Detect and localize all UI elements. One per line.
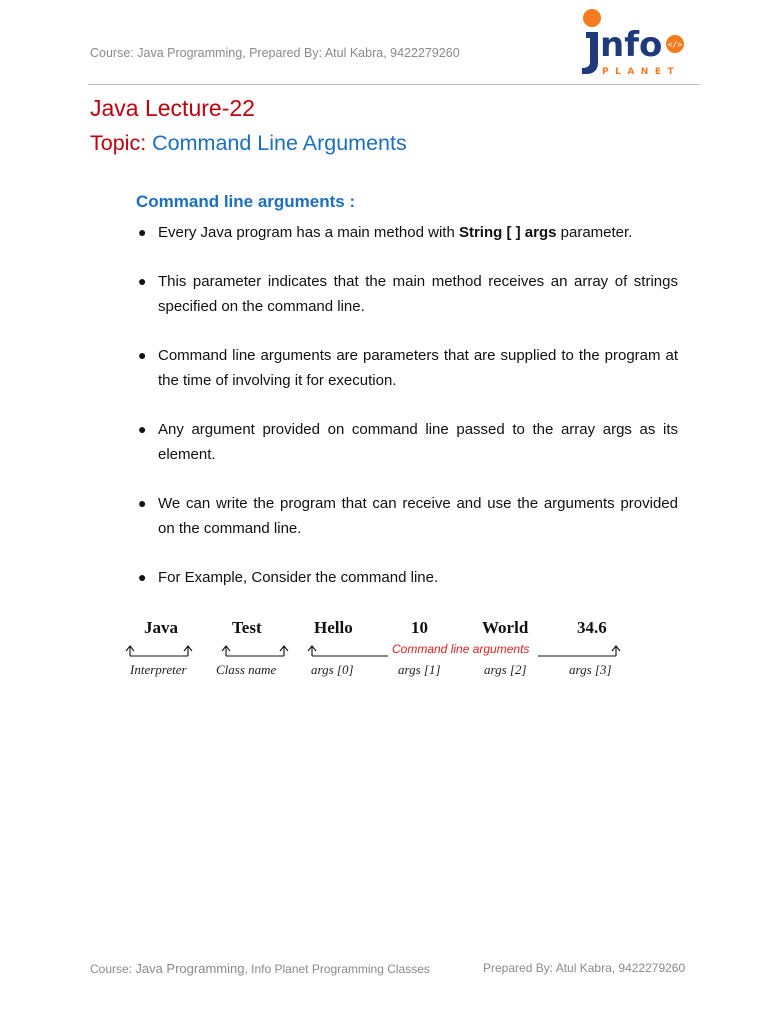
word-java: Java bbox=[144, 618, 178, 637]
bullet-item bbox=[136, 491, 678, 542]
logo-i-stem bbox=[582, 32, 598, 74]
command-line-diagram bbox=[110, 612, 650, 684]
bullet-item bbox=[136, 269, 678, 320]
topic-label: Topic: bbox=[90, 131, 147, 155]
bullet-item bbox=[136, 565, 678, 591]
class-name-bracket bbox=[222, 646, 288, 656]
word-10: 10 bbox=[411, 618, 428, 637]
bullet-item bbox=[136, 343, 678, 394]
label-interpreter: Interpreter bbox=[130, 662, 187, 677]
lecture-title: Java Lecture-22 bbox=[90, 95, 255, 121]
footer-course-suffix: , Info Planet Programming Classes bbox=[244, 962, 430, 976]
label-args-1: args [1] bbox=[398, 662, 441, 677]
label-args-3: args [3] bbox=[569, 662, 612, 677]
word-hello: Hello bbox=[314, 618, 353, 637]
bullet-text: We can write the program that can receive and use the arguments provided on the command line. bbox=[158, 494, 678, 537]
bullet-text: Any argument provided on command line passed to the array args as its element. bbox=[158, 420, 678, 463]
footer-course-name: Java Programming bbox=[135, 961, 245, 976]
word-world: World bbox=[482, 618, 529, 637]
logo-subtitle: PLANET bbox=[602, 67, 681, 77]
bullet-text-bold: String [ ] args bbox=[458, 224, 557, 241]
footer-course bbox=[90, 961, 430, 976]
bullet-icon: ● bbox=[138, 420, 147, 437]
logo-orange-dot bbox=[583, 9, 601, 27]
bullet-icon: ● bbox=[138, 494, 147, 511]
bullet-text: For Example, Consider the command line. bbox=[158, 568, 439, 586]
label-args-2: args [2] bbox=[484, 662, 527, 677]
footer-course-prefix: Course: bbox=[90, 962, 136, 976]
bullet-item bbox=[136, 220, 678, 246]
interpreter-bracket bbox=[126, 646, 192, 656]
command-line-arguments-label: Command line arguments bbox=[392, 642, 530, 656]
bullet-text-pre: Every Java program has a main method with bbox=[158, 224, 459, 241]
label-class-name: Class name bbox=[216, 662, 277, 677]
bullet-text: Command line arguments are parameters that are supplied to the program at the time of involving it for execution. bbox=[158, 346, 678, 389]
bullet-icon: ● bbox=[138, 272, 147, 289]
bullet-icon: ● bbox=[138, 224, 147, 240]
topic-value: Command Line Arguments bbox=[152, 131, 407, 155]
word-test: Test bbox=[232, 618, 262, 637]
bullet-text-post: parameter. bbox=[556, 224, 633, 241]
label-args-0: args [0] bbox=[311, 662, 354, 677]
bullet-icon: ● bbox=[138, 568, 147, 585]
bullet-icon: ● bbox=[138, 346, 147, 363]
topic-line bbox=[90, 131, 407, 156]
info-planet-logo bbox=[578, 6, 694, 80]
footer-prepared-by: Prepared By: Atul Kabra, 9422279260 bbox=[483, 961, 686, 975]
bullet-item bbox=[136, 417, 678, 468]
bullet-text: This parameter indicates that the main method receives an array of strings specified on the command line. bbox=[158, 272, 678, 315]
bullet-list bbox=[136, 220, 678, 613]
section-heading: Command line arguments : bbox=[136, 192, 356, 211]
header-text: Course: Java Programming, Prepared By: Atul Kabra, 9422279260 bbox=[90, 46, 460, 60]
word-34-6: 34.6 bbox=[577, 618, 607, 637]
logo-word: nfo bbox=[600, 25, 663, 65]
header-divider bbox=[88, 84, 700, 85]
code-icon: </> bbox=[667, 40, 683, 49]
